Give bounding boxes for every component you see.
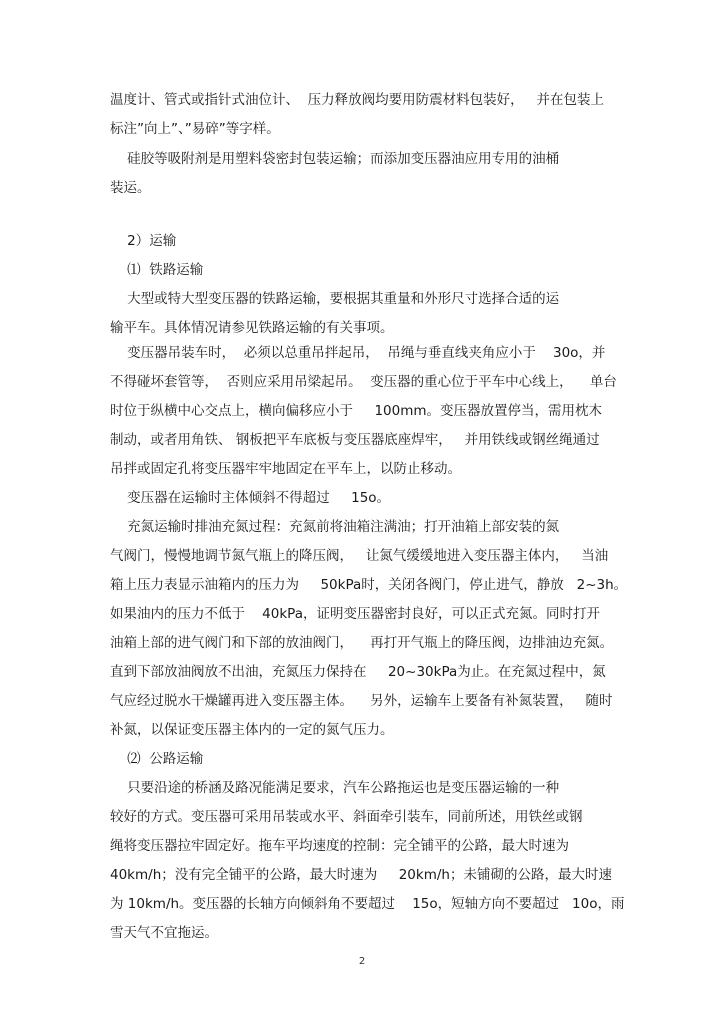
- body-text-line: 制动，或者用角铁、 钢板把平车底板与变压器底座焊牢， 并用铁线或钢丝绳通过: [110, 432, 600, 448]
- body-text-line: 气阀门，慢慢地调节氮气瓶上的降压阀， 让氮气缓缓地进入变压器主体内， 当油: [110, 548, 609, 564]
- body-text-line: 大型或特大型变压器的铁路运输，要根据其重量和外形尺寸选择合适的运: [110, 291, 560, 307]
- body-text-line: 变压器在运输时主体倾斜不得超过 15o。: [110, 490, 391, 506]
- body-text-line: 吊拌或固定孔将变压器牢牢地固定在平车上，以防止移动。: [110, 461, 461, 477]
- body-text-line: 绳将变压器拉牢固定好。拖车平均速度的控制：完全铺平的公路，最大时速为: [110, 838, 569, 854]
- body-text-line: 时位于纵横中心交点上，横向偏移应小于 100mm。变压器放置停当，需用枕木: [110, 403, 603, 419]
- body-text-line: 较好的方式。变压器可采用吊装或水平、斜面牵引装车，同前所述，用铁丝或钢: [110, 809, 583, 825]
- body-text-line: 温度计、管式或指针式油位计、 压力释放阀均要用防震材料包装好， 并在包装上: [110, 92, 604, 108]
- body-text-line: 雪天气不宜拖运。: [110, 925, 218, 941]
- section-heading: 2）运输: [110, 233, 177, 249]
- body-text-line: 为 10km/h。变压器的长轴方向倾斜角不要超过 15o，短轴方向不要超过 10o，雨: [110, 896, 625, 912]
- body-text-line: 硅胶等吸附剂是用塑料袋密封包装运输；而添加变压器油应用专用的油桶: [110, 151, 560, 167]
- body-text-line: 如果油内的压力不低于 40kPa，证明变压器密封良好，可以正式充氮。同时打开: [110, 606, 600, 622]
- body-text-line: 直到下部放油阀放不出油，充氮压力保持在 20~30kPa为止。在充氮过程中，氮: [110, 664, 606, 680]
- subsection-heading: ⑵ 公路运输: [110, 751, 204, 767]
- body-text-line: 气应经过脱水干燥罐再进入变压器主体。 另外，运输车上要备有补氮装置， 随时: [110, 693, 613, 709]
- body-text-line: 变压器吊装车时， 必须以总重吊拌起吊， 吊绳与垂直线夹角应小于 30o，并: [110, 345, 606, 361]
- body-text-line: 输平车。具体情况请参见铁路运输的有关事项。: [110, 320, 394, 336]
- body-text-line: 不得碰坏套管等， 否则应采用吊梁起吊。 变压器的重心位于平车中心线上， 单台: [110, 374, 617, 390]
- body-text-line: 充氮运输时排油充氮过程：充氮前将油箱注满油；打开油箱上部安装的氮: [110, 519, 560, 535]
- subsection-heading: ⑴ 铁路运输: [110, 262, 204, 278]
- body-text-line: 装运。: [110, 180, 151, 196]
- body-text-line: 补氮，以保证变压器主体内的一定的氮气压力。: [110, 722, 394, 738]
- body-text-line: 油箱上部的进气阀门和下部的放油阀门， 再打开气瓶上的降压阀，边排油边充氮。: [110, 635, 614, 651]
- body-text-line: 40km/h；没有完全铺平的公路，最大时速为 20km/h；未铺砌的公路，最大时速: [110, 867, 612, 883]
- body-text-line: 标注”向上”、”易碎”等字样。: [110, 121, 280, 137]
- body-text-line: 箱上压力表显示油箱内的压力为 50kPa时，关闭各阀门，停止进气，静放 2~3h。: [110, 577, 628, 593]
- body-text-line: 只要沿途的桥涵及路况能满足要求，汽车公路拖运也是变压器运输的一种: [110, 780, 560, 796]
- page-number: 2: [358, 956, 366, 967]
